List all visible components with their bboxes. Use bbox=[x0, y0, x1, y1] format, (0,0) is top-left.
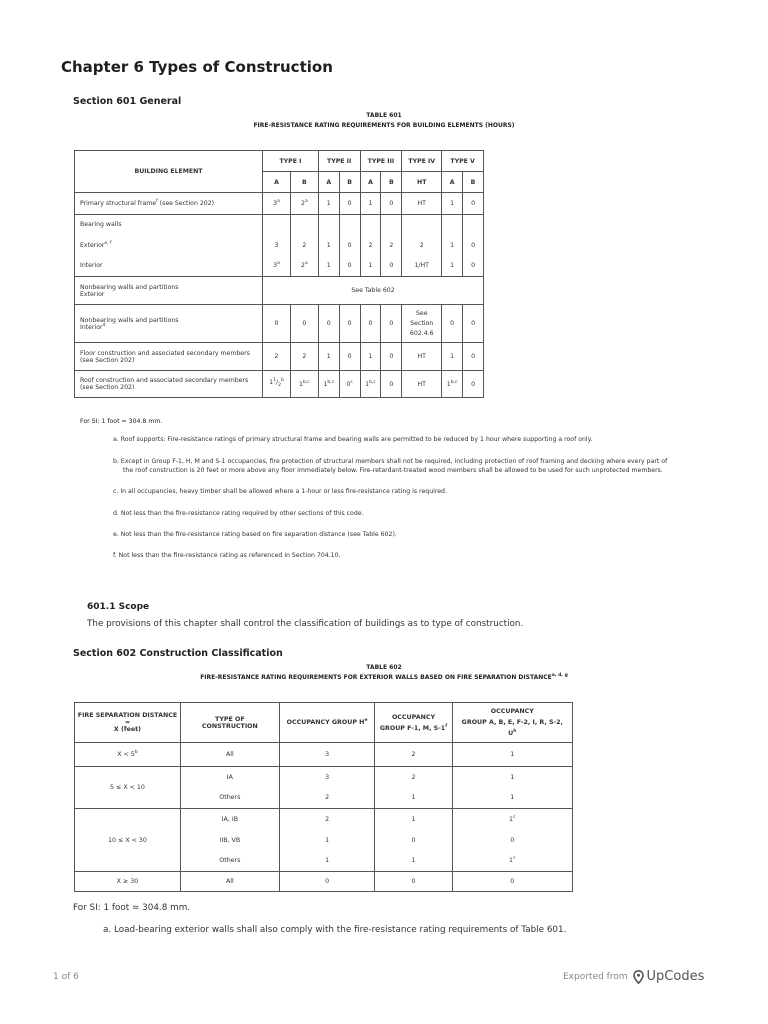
cell: 0 bbox=[463, 343, 484, 371]
row-label: Nonbearing walls and partitions Interior$^d$ bbox=[75, 305, 263, 343]
cell: 3$^a$ bbox=[263, 193, 291, 215]
cell: 1/HT bbox=[402, 256, 442, 277]
row-label: Bearing walls bbox=[75, 215, 263, 235]
chapter-title: Chapter 6 Types of Construction bbox=[61, 58, 333, 76]
cell-a: 1$^c$ bbox=[452, 809, 572, 830]
cell-h: 2 bbox=[279, 809, 375, 830]
cell-a: 1$^c$ bbox=[452, 851, 572, 872]
cell: 1 bbox=[360, 193, 381, 215]
cell: 1$^{b,c}$ bbox=[318, 371, 339, 398]
cell: 2 bbox=[290, 343, 318, 371]
header-occupancy-h: OCCUPANCY GROUP $H^e$ bbox=[279, 703, 375, 743]
cell: 0 bbox=[263, 305, 291, 343]
header-occupancy-f1: OCCUPANCY GROUP F-1, M, S-1$^f$ bbox=[375, 703, 452, 743]
cell: 0 bbox=[381, 371, 402, 398]
cell-type: IA bbox=[180, 767, 279, 788]
cell-a: 1 bbox=[452, 788, 572, 809]
row-label: Nonbearing walls and partitions Exterior bbox=[75, 277, 263, 305]
table-row bbox=[75, 277, 484, 305]
cell: 0 bbox=[381, 193, 402, 215]
cell: 1 bbox=[360, 256, 381, 277]
export-footer[interactable] bbox=[563, 969, 704, 984]
cell: HT bbox=[402, 193, 442, 215]
cell-fsd: 10 ≤ X < 30 bbox=[75, 809, 181, 872]
cell-type: Others bbox=[180, 788, 279, 809]
header-type-iv: TYPE IV bbox=[402, 151, 442, 172]
cell-h: 1 bbox=[279, 851, 375, 872]
cell: 1 bbox=[318, 193, 339, 215]
scope-heading: 601.1 Scope bbox=[87, 602, 150, 612]
cell-type: All bbox=[180, 872, 279, 892]
cell: 0 bbox=[381, 256, 402, 277]
cell: 1 bbox=[318, 256, 339, 277]
header-type-ii: TYPE II bbox=[318, 151, 360, 172]
upcodes-logo[interactable] bbox=[633, 969, 705, 984]
cell: 0 bbox=[463, 256, 484, 277]
scope-text: The provisions of this chapter shall control the classification of buildings as to type of construction. bbox=[87, 619, 524, 629]
cell: 1 bbox=[318, 343, 339, 371]
table-row bbox=[75, 305, 484, 343]
cell: 1 bbox=[442, 343, 463, 371]
cell-fsd: X ≥ 30 bbox=[75, 872, 181, 892]
cell: 1 bbox=[318, 235, 339, 256]
cell: 0 bbox=[339, 343, 360, 371]
header-type-v: TYPE V bbox=[442, 151, 484, 172]
cell-type: IIB, VB bbox=[180, 830, 279, 851]
cell: 2$^a$ bbox=[290, 256, 318, 277]
cell: HT bbox=[402, 343, 442, 371]
row-label: Floor construction and associated secondary members (see Section 202) bbox=[75, 343, 263, 371]
header-type-of-construction: TYPE OF CONSTRUCTION bbox=[180, 703, 279, 743]
table-row bbox=[75, 809, 573, 830]
cell-f: 0 bbox=[375, 830, 452, 851]
sub-header: A bbox=[318, 172, 339, 193]
footnote-601-b: b. Except in Group F-1, H, M and S-1 occupancies, fire protection of structural members shall not be required, including protection of roof framing and decking where every part of bbox=[113, 458, 668, 465]
cell: 1 bbox=[360, 343, 381, 371]
cell: 0 bbox=[381, 305, 402, 343]
table-row bbox=[75, 872, 573, 892]
cell: See Section 602.4.6 bbox=[402, 305, 442, 343]
cell: 0 bbox=[463, 371, 484, 398]
cell: 2 bbox=[402, 235, 442, 256]
footnote-601-e: e. Not less than the fire-resistance rating based on fire separation distance (see Table 602). bbox=[113, 531, 397, 538]
cell: 0 bbox=[381, 343, 402, 371]
cell: 2 bbox=[360, 235, 381, 256]
footnote-601-c: c. In all occupancies, heavy timber shall be allowed where a 1-hour or less fire-resistance rating is required. bbox=[113, 488, 447, 495]
cell-h: 2 bbox=[279, 788, 375, 809]
cell-f: 1 bbox=[375, 809, 452, 830]
table-602-label: TABLE 602 bbox=[366, 664, 402, 671]
cell: 2 bbox=[290, 235, 318, 256]
cell: 1 bbox=[442, 235, 463, 256]
table-row bbox=[75, 256, 484, 277]
header-type-i: TYPE I bbox=[263, 151, 319, 172]
sub-header: HT bbox=[402, 172, 442, 193]
location-pin-icon bbox=[633, 970, 644, 984]
sub-header: A bbox=[263, 172, 291, 193]
cell-h: 3 bbox=[279, 767, 375, 788]
cell-type: Others bbox=[180, 851, 279, 872]
cell: 0 bbox=[339, 193, 360, 215]
cell: HT bbox=[402, 371, 442, 398]
cell: 1 bbox=[442, 193, 463, 215]
cell-a: 0 bbox=[452, 872, 572, 892]
section-601-heading: Section 601 General bbox=[73, 96, 182, 107]
cell-a: 1 bbox=[452, 743, 572, 767]
table-601 bbox=[74, 150, 484, 398]
cell-f: 2 bbox=[375, 743, 452, 767]
footnote-601-f: f. Not less than the fire-resistance rating as referenced in Section 704.10. bbox=[113, 552, 341, 559]
row-label: Interior bbox=[75, 256, 263, 277]
cell: 0 bbox=[463, 193, 484, 215]
table-row bbox=[75, 215, 484, 235]
cell: 0 bbox=[463, 305, 484, 343]
cell-h: 1 bbox=[279, 830, 375, 851]
cell-h: 3 bbox=[279, 743, 375, 767]
cell: 0 bbox=[290, 305, 318, 343]
upcodes-brand: UpCodes bbox=[646, 969, 705, 984]
cell: 1$^{b,c}$ bbox=[290, 371, 318, 398]
sub-header: B bbox=[463, 172, 484, 193]
cell: 0 bbox=[339, 305, 360, 343]
cell: 3$^a$ bbox=[263, 256, 291, 277]
cell: 1$^{b,c}$ bbox=[442, 371, 463, 398]
si-note-602: For SI: 1 foot = 304.8 mm. bbox=[73, 903, 191, 913]
table-602-title: FIRE-RESISTANCE RATING REQUIREMENTS FOR EXTERIOR WALLS BASED ON FIRE SEPARATION DISTANCE$^{a, d, g}$ bbox=[200, 673, 568, 681]
cell: 0 bbox=[463, 235, 484, 256]
cell-a: 0 bbox=[452, 830, 572, 851]
sub-header: A bbox=[442, 172, 463, 193]
see-table-602-cell: See Table 602 bbox=[263, 277, 484, 305]
table-row bbox=[75, 235, 484, 256]
table-row bbox=[75, 371, 484, 398]
cell: 2 bbox=[381, 235, 402, 256]
cell-f: 1 bbox=[375, 851, 452, 872]
cell-f: 2 bbox=[375, 767, 452, 788]
table-601-title: FIRE-RESISTANCE RATING REQUIREMENTS FOR BUILDING ELEMENTS (HOURS) bbox=[253, 122, 515, 129]
cell: 0 bbox=[442, 305, 463, 343]
table-602 bbox=[74, 702, 573, 892]
page-number: 1 of 6 bbox=[53, 972, 79, 982]
sub-header: B bbox=[381, 172, 402, 193]
cell: 0$^c$ bbox=[339, 371, 360, 398]
footnote-601-d: d. Not less than the fire-resistance rating required by other sections of this code. bbox=[113, 510, 364, 517]
table-row bbox=[75, 743, 573, 767]
cell: 0 bbox=[318, 305, 339, 343]
header-type-iii: TYPE III bbox=[360, 151, 402, 172]
header-occupancy-abc: OCCUPANCY GROUP A, B, E, F-2, I, R, S-2, $U^h$ bbox=[452, 703, 572, 743]
row-label: Primary structural frame$^f$ (see Section 202) bbox=[75, 193, 263, 215]
section-602-heading: Section 602 Construction Classification bbox=[73, 648, 283, 659]
footnote-602-a: a. Load-bearing exterior walls shall also comply with the fire-resistance rating requirements of Table 601. bbox=[103, 925, 567, 935]
table-row bbox=[75, 343, 484, 371]
cell-type: IA, IB bbox=[180, 809, 279, 830]
cell: 2 bbox=[263, 343, 291, 371]
cell: $1^1/_2^b$ bbox=[263, 371, 291, 398]
table-601-label: TABLE 601 bbox=[366, 112, 402, 119]
sub-header: A bbox=[360, 172, 381, 193]
exported-from-label: Exported from bbox=[563, 971, 628, 982]
cell: 2$^a$ bbox=[290, 193, 318, 215]
cell-a: 1 bbox=[452, 767, 572, 788]
si-note-601: For SI: 1 foot = 304.8 mm. bbox=[80, 418, 163, 425]
header-building-element: BUILDING ELEMENT bbox=[75, 151, 263, 193]
cell-type: All bbox=[180, 743, 279, 767]
cell: 1 bbox=[442, 256, 463, 277]
cell-f: 0 bbox=[375, 872, 452, 892]
row-label: Exterior$^{e, f}$ bbox=[75, 235, 263, 256]
cell: 0 bbox=[339, 235, 360, 256]
row-label: Roof construction and associated secondary members (see Section 202) bbox=[75, 371, 263, 398]
table-row bbox=[75, 767, 573, 788]
cell-fsd: $X < 5^b$ bbox=[75, 743, 181, 767]
sub-header: B bbox=[339, 172, 360, 193]
footnote-601-a: a. Roof supports: Fire-resistance ratings of primary structural frame and bearing walls are permitted to be reduced by 1 hour where supporting a roof only. bbox=[113, 436, 593, 443]
cell: 0 bbox=[339, 256, 360, 277]
cell-f: 1 bbox=[375, 788, 452, 809]
sub-header: B bbox=[290, 172, 318, 193]
cell-h: 0 bbox=[279, 872, 375, 892]
cell: 1$^{b,c}$ bbox=[360, 371, 381, 398]
header-fire-separation: FIRE SEPARATION DISTANCE = X (feet) bbox=[75, 703, 181, 743]
table-row bbox=[75, 193, 484, 215]
cell: 3 bbox=[263, 235, 291, 256]
cell: 0 bbox=[360, 305, 381, 343]
cell-fsd: 5 ≤ X < 10 bbox=[75, 767, 181, 809]
footnote-601-b-cont: the roof construction is 20 feet or more above any floor immediately below. Fire-retardant-treated wood members shall be allowed to be used for such unprotected members. bbox=[123, 467, 663, 474]
